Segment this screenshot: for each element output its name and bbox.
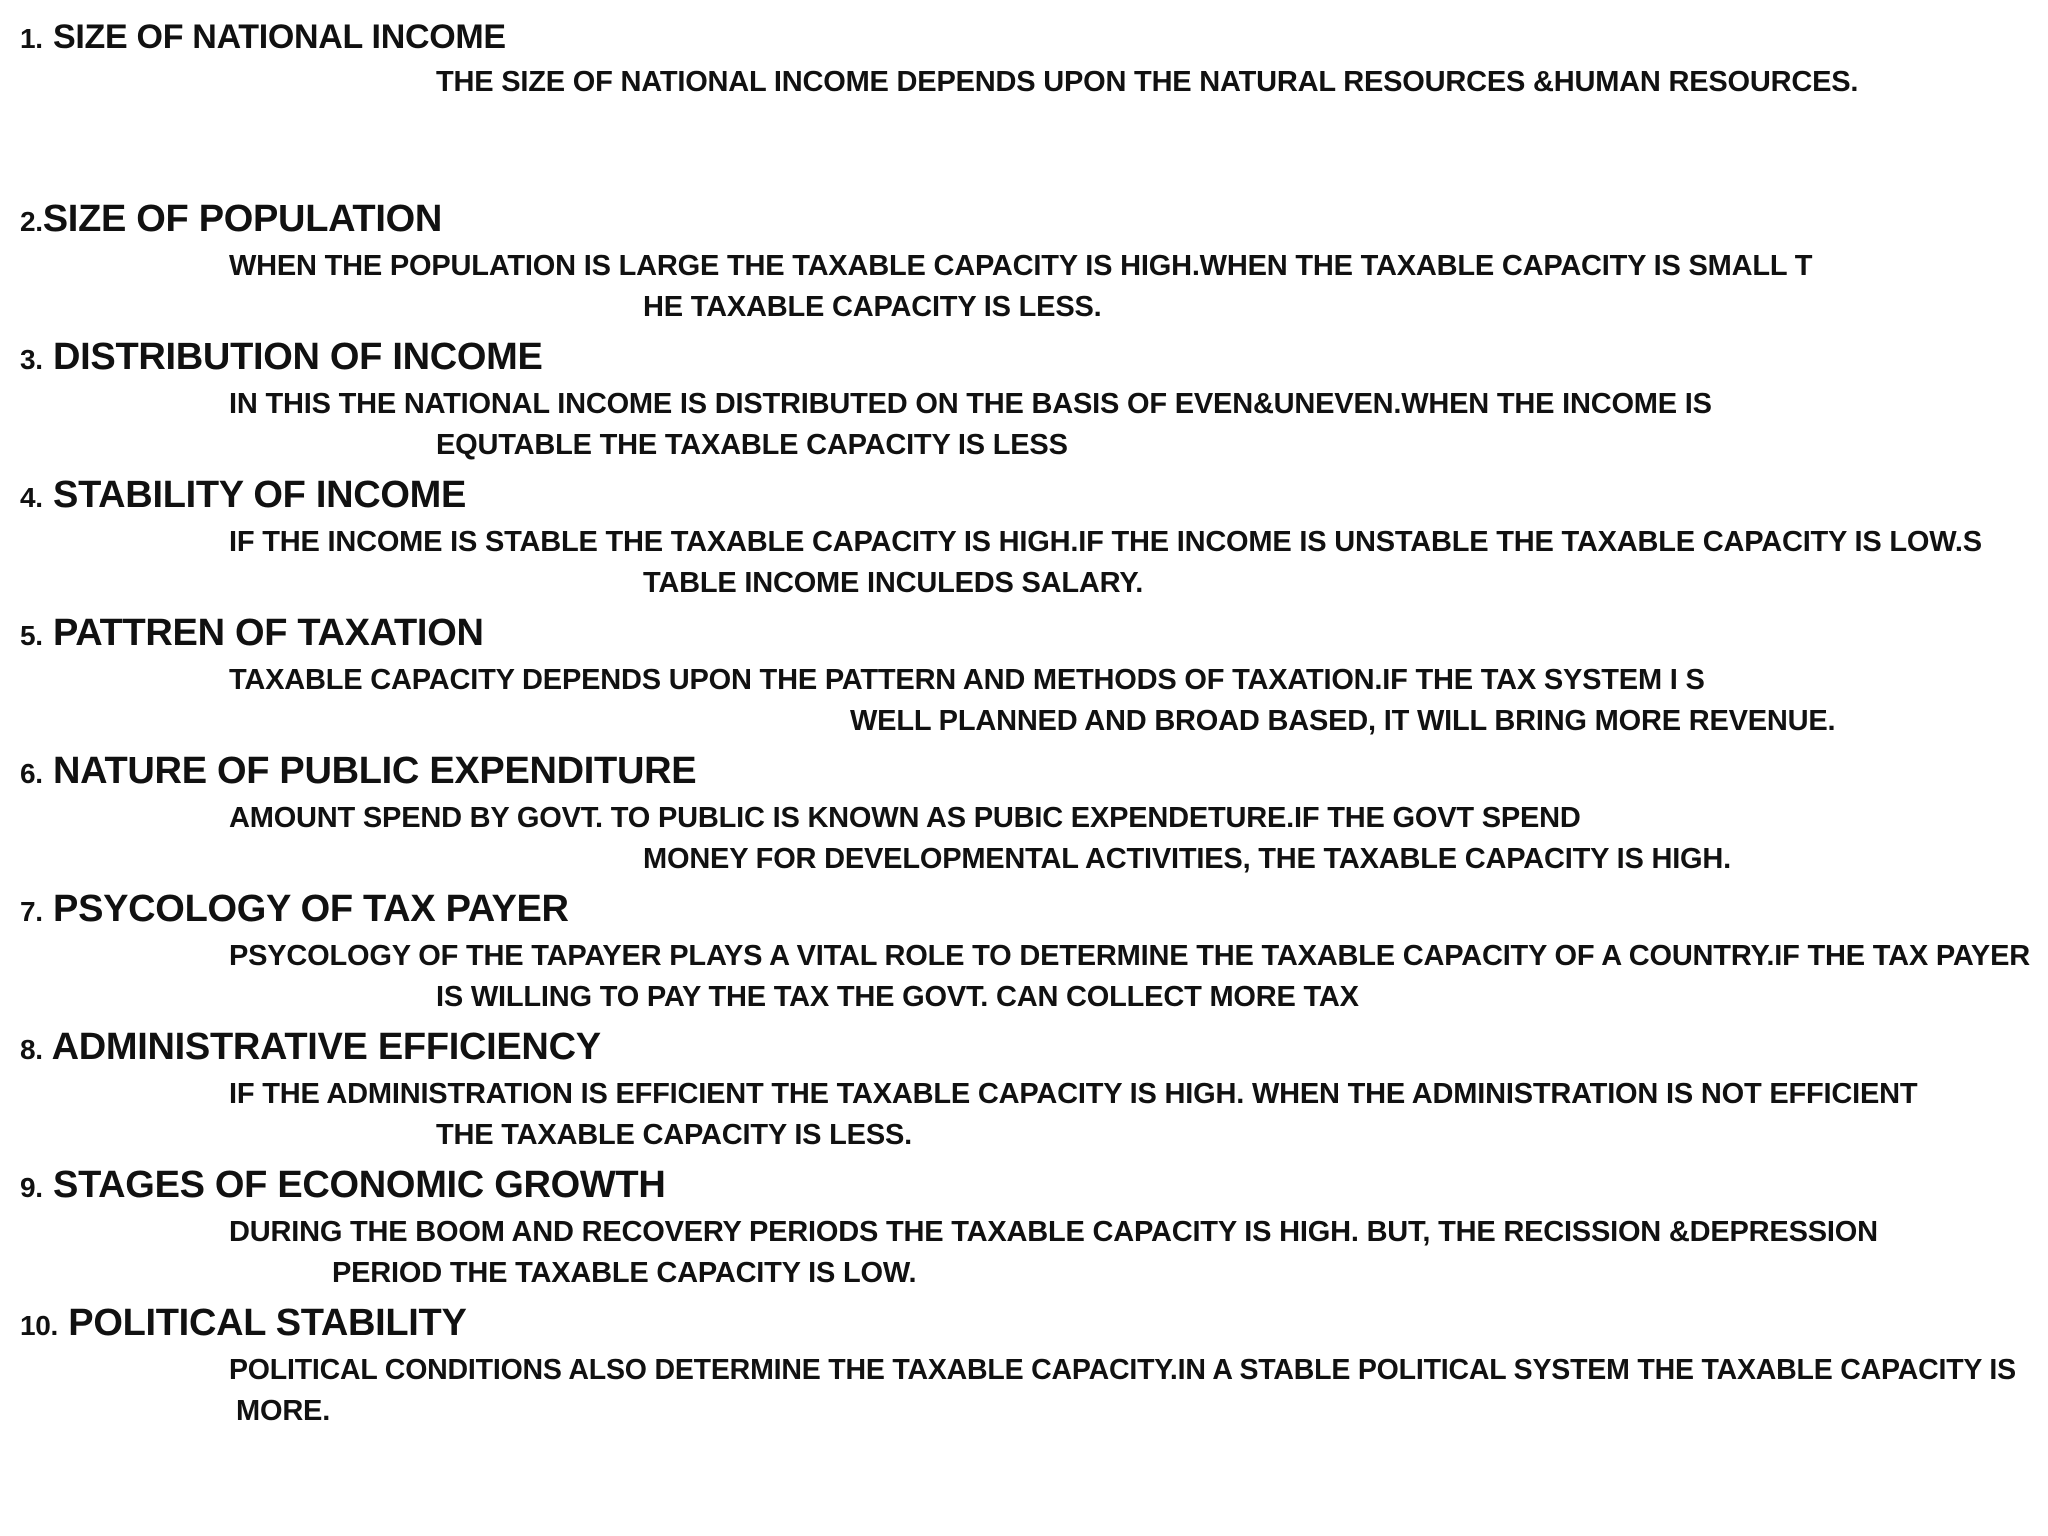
section-text-line: WELL PLANNED AND BROAD BASED, IT WILL BRING MORE REVENUE. <box>850 705 1836 737</box>
section-number: 3. <box>20 344 43 375</box>
section-number: 2. <box>20 206 43 237</box>
section-title: SIZE OF NATIONAL INCOME <box>53 18 506 56</box>
section-text-line: THE SIZE OF NATIONAL INCOME DEPENDS UPON THE NATURAL RESOURCES &HUMAN RESOURCES. <box>436 66 1859 98</box>
section-title: ADMINISTRATIVE EFFICIENCY <box>51 1026 601 1068</box>
section-heading <box>20 749 696 796</box>
section-title: PSYCOLOGY OF TAX PAYER <box>53 888 569 930</box>
section-text-line: DURING THE BOOM AND RECOVERY PERIODS THE TAXABLE CAPACITY IS HIGH. BUT, THE RECISSION &DEPRESSION <box>229 1216 1878 1248</box>
section-text-line: HE TAXABLE CAPACITY IS LESS. <box>643 291 1102 323</box>
section-title: SIZE OF POPULATION <box>42 198 443 240</box>
section-text-line: WHEN THE POPULATION IS LARGE THE TAXABLE CAPACITY IS HIGH.WHEN THE TAXABLE CAPACITY IS SMALL T <box>229 250 1813 282</box>
section-text-line: IN THIS THE NATIONAL INCOME IS DISTRIBUTED ON THE BASIS OF EVEN&UNEVEN.WHEN THE INCOME IS <box>229 388 1712 420</box>
section-title: PATTREN OF TAXATION <box>53 612 484 654</box>
section-title: DISTRIBUTION OF INCOME <box>53 336 543 378</box>
section-text-line: THE TAXABLE CAPACITY IS LESS. <box>436 1119 912 1151</box>
section-number: 6. <box>20 758 43 789</box>
section-heading <box>20 1301 467 1348</box>
section-number: 10. <box>20 1310 59 1341</box>
section-text-line: PSYCOLOGY OF THE TAPAYER PLAYS A VITAL ROLE TO DETERMINE THE TAXABLE CAPACITY OF A COUNTRY.IF THE TAX PAYER <box>229 940 2030 972</box>
section-text-line: EQUTABLE THE TAXABLE CAPACITY IS LESS <box>436 429 1068 461</box>
section-heading <box>20 335 543 382</box>
section-text-line: TAXABLE CAPACITY DEPENDS UPON THE PATTERN AND METHODS OF TAXATION.IF THE TAX SYSTEM I S <box>229 664 1705 696</box>
section-heading <box>20 473 466 520</box>
section-title: STAGES OF ECONOMIC GROWTH <box>53 1164 666 1206</box>
section-number: 7. <box>20 896 43 927</box>
section-title: POLITICAL STABILITY <box>68 1302 467 1344</box>
section-text-line: AMOUNT SPEND BY GOVT. TO PUBLIC IS KNOWN AS PUBIC EXPENDETURE.IF THE GOVT SPEND <box>229 802 1581 834</box>
section-number: 9. <box>20 1172 43 1203</box>
section-title: NATURE OF PUBLIC EXPENDITURE <box>53 750 697 792</box>
section-title: STABILITY OF INCOME <box>53 474 467 516</box>
section-text-line: PERIOD THE TAXABLE CAPACITY IS LOW. <box>332 1257 917 1289</box>
section-heading <box>20 197 442 244</box>
section-text-line: TABLE INCOME INCULEDS SALARY. <box>643 567 1144 599</box>
section-number: 8. <box>20 1034 43 1065</box>
section-heading <box>20 1163 665 1210</box>
section-text-line: IF THE INCOME IS STABLE THE TAXABLE CAPACITY IS HIGH.IF THE INCOME IS UNSTABLE THE TAXABLE CAPACITY IS LOW.S <box>229 526 1982 558</box>
section-heading <box>20 887 569 934</box>
section-heading <box>20 14 506 61</box>
section-text-line: IS WILLING TO PAY THE TAX THE GOVT. CAN COLLECT MORE TAX <box>436 981 1359 1013</box>
section-number: 5. <box>20 620 43 651</box>
section-heading <box>20 611 484 658</box>
section-text-line: MORE. <box>236 1395 331 1427</box>
section-text-line: MONEY FOR DEVELOPMENTAL ACTIVITIES, THE TAXABLE CAPACITY IS HIGH. <box>643 843 1732 875</box>
section-number: 1. <box>20 23 43 54</box>
section-text-line: IF THE ADMINISTRATION IS EFFICIENT THE TAXABLE CAPACITY IS HIGH. WHEN THE ADMINISTRATION IS NOT EFFICIENT <box>229 1078 1918 1110</box>
section-heading <box>20 1025 601 1072</box>
section-number: 4. <box>20 482 43 513</box>
section-text-line: POLITICAL CONDITIONS ALSO DETERMINE THE TAXABLE CAPACITY.IN A STABLE POLITICAL SYSTEM THE TAXABLE CAPACITY IS <box>229 1354 2016 1386</box>
